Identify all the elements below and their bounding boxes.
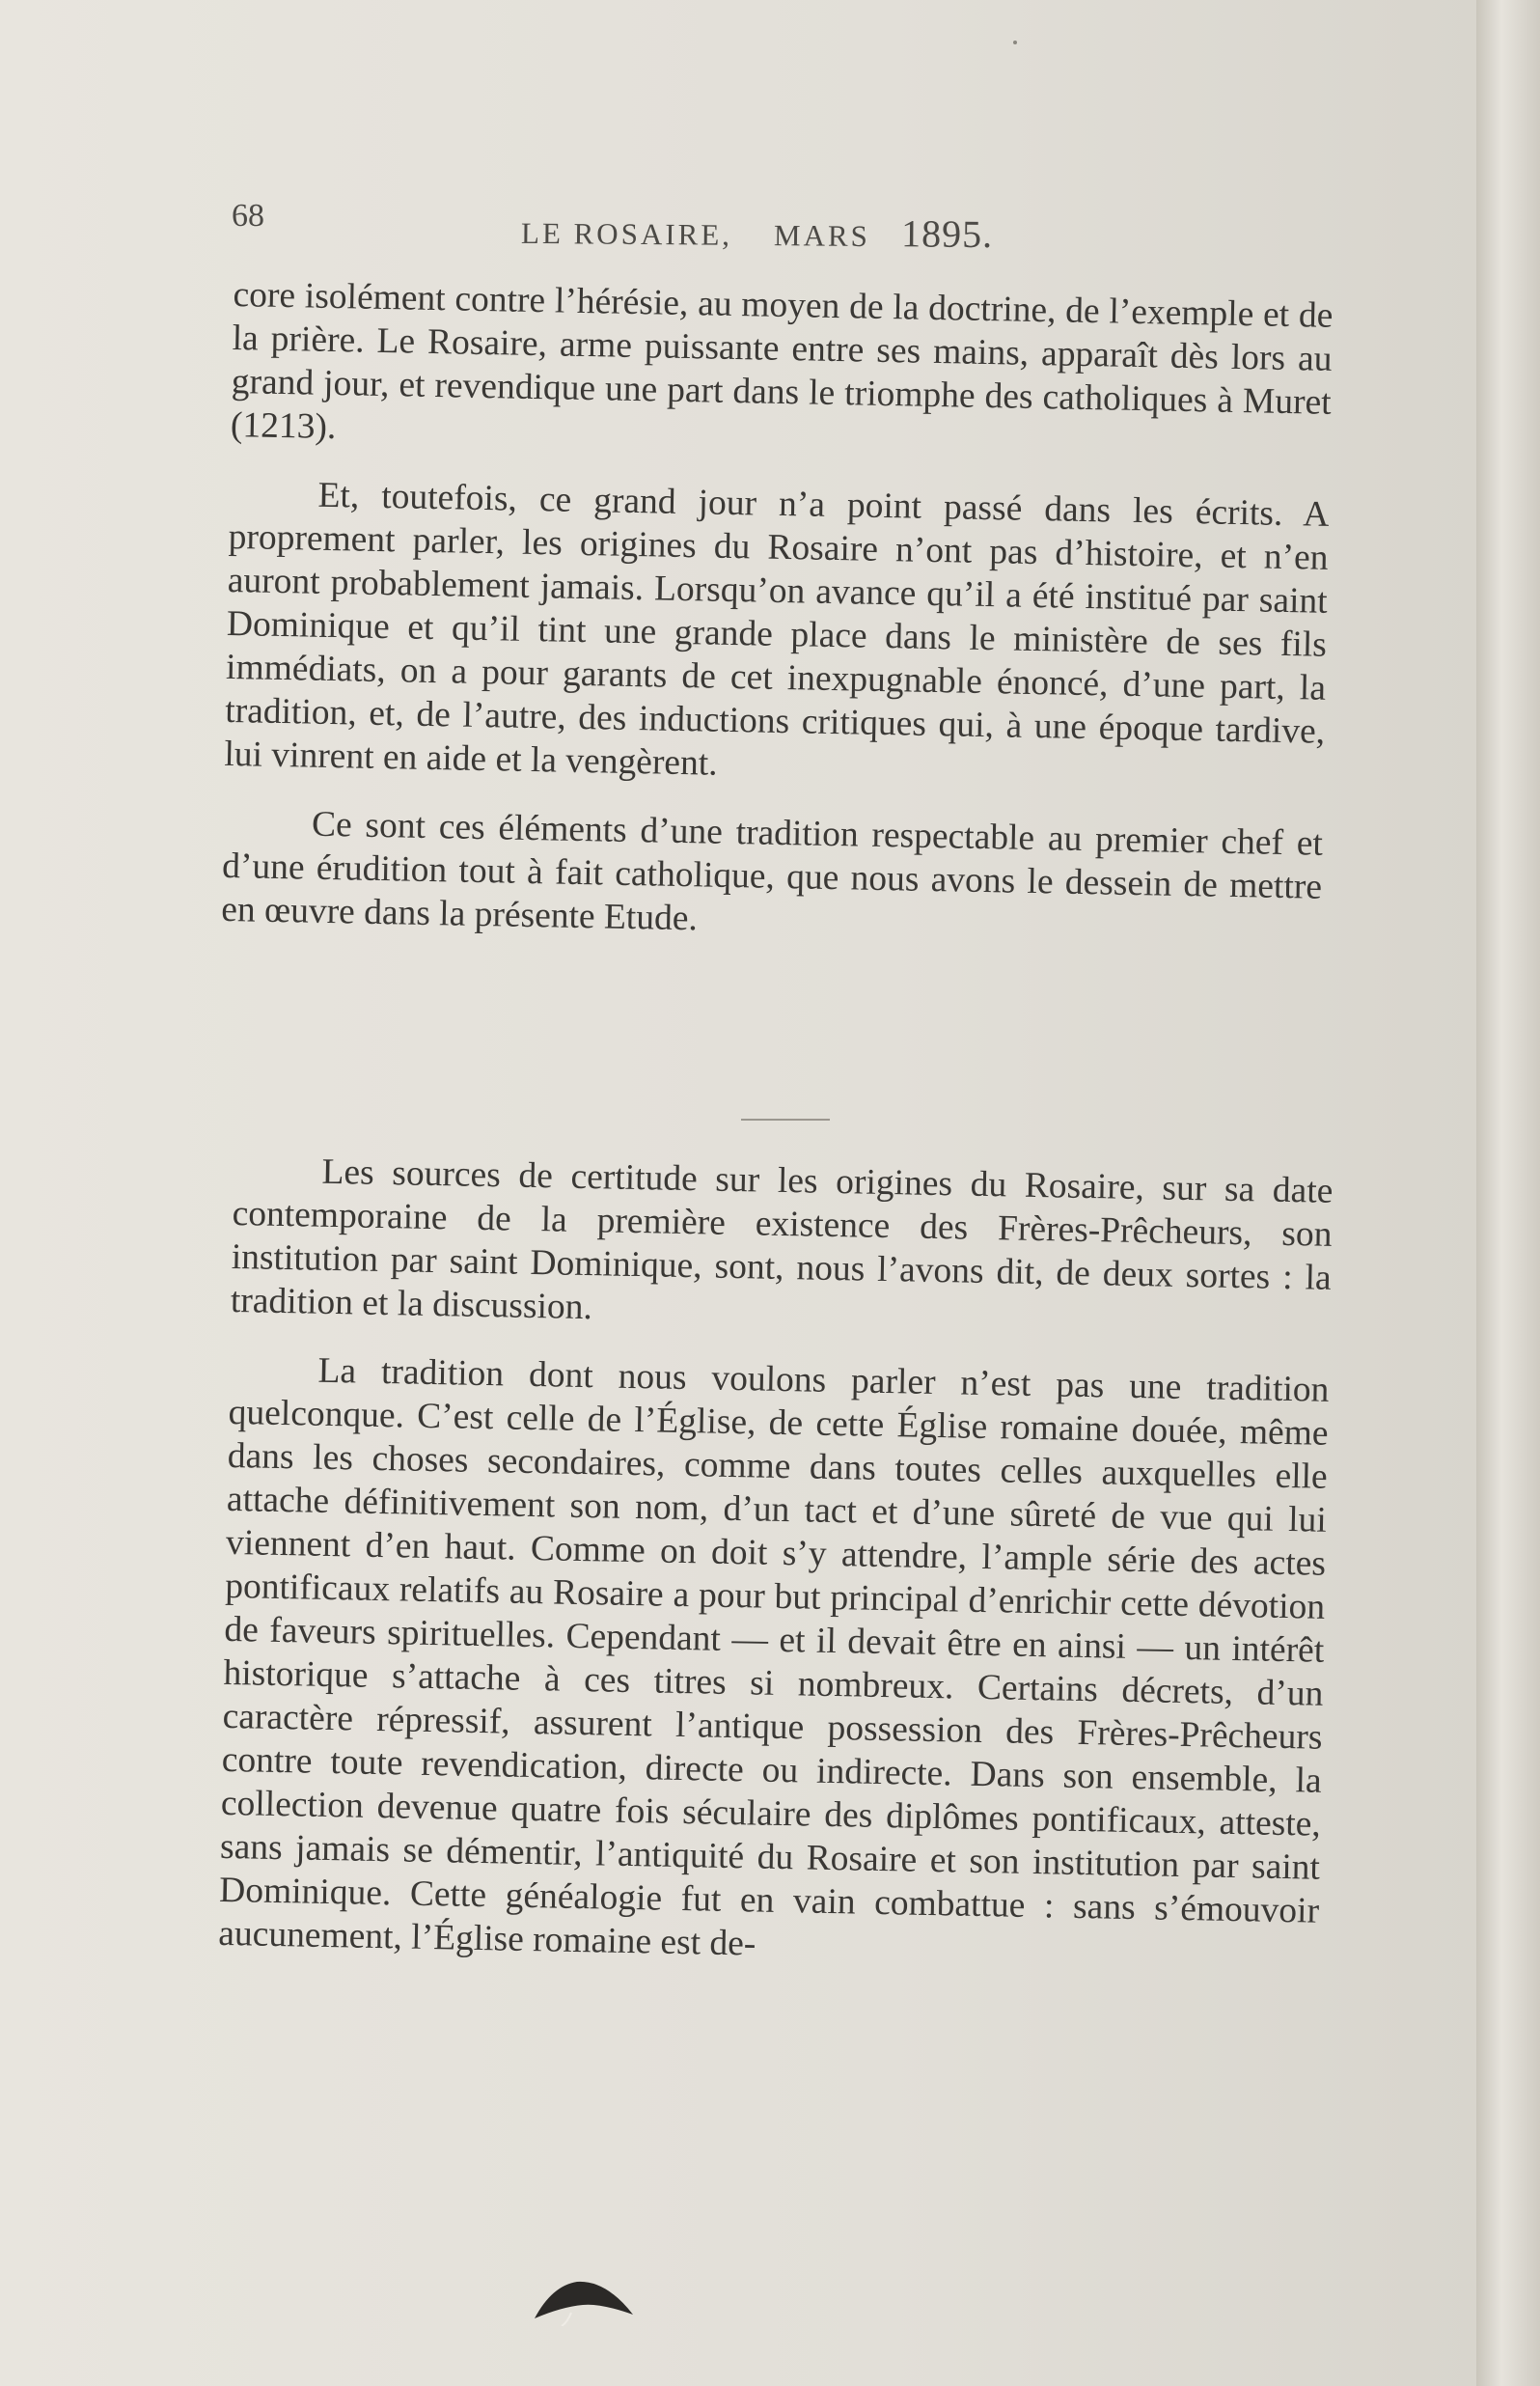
ink-blot-icon xyxy=(533,2268,639,2326)
paragraph: Ce sont ces éléments d’une tradition respectable au premier chef et d’une érudition tout à fait catholique, que nous avons le dessein de mettre en œuvre dans la présente Etude. xyxy=(220,804,1324,939)
section-one xyxy=(220,273,1333,978)
section-divider xyxy=(741,1119,830,1121)
paragraph: Les sources de certitude sur les origines du Rosaire, sur sa date contemporaine de la première existence des Frères-Prêcheurs, son institution par saint Dominique, sont, nous l’avons dit, de deux sortes : la tradition et la discussion. xyxy=(230,1151,1334,1328)
running-title-month: MARS xyxy=(773,218,870,254)
running-title-text: LE ROSAIRE, xyxy=(520,215,733,252)
section-two xyxy=(217,1149,1333,2002)
running-title-year: 1895. xyxy=(900,211,994,257)
paragraph: La tradition dont nous voulons parler n’est pas une tradition quelconque. C’est celle de l’Église, de cette Église romaine douée, même dans les choses secondaires, comme dans toutes celles auxquelles elle attache définitivement son nom, d’un tact et d’une sûreté de vue qui lui viennent d’en haut. Comme on doit s’y attendre, l’ample série des actes pontificaux relatifs au Rosaire a pour but principal d’enrichir cette dévotion de faveurs spirituelles. Cependant — et il devait être en ainsi — un intérêt historique s’attache à ces titres si nombreux. Certains décrets, d’un caractère répressif, assurent l’antique possession des Frères-Prêcheurs contre toute revendication, directe ou indirecte. Dans son ensemble, la collection devenue quatre fois séculaire des diplômes pontificaux, atteste, sans jamais se démentir, l’antiquité du Rosaire et son institution par saint Dominique. Cette généalogie fut en vain combattue : sans s’émouvoir aucunement, l’Église romaine est de- xyxy=(217,1350,1330,1964)
speck xyxy=(1013,41,1017,44)
running-title xyxy=(521,208,994,257)
page-header xyxy=(232,198,1332,265)
page-number: 68 xyxy=(232,198,264,234)
book-gutter xyxy=(1476,0,1540,2386)
paragraph: Et, toutefois, ce grand jour n’a point passé dans les écrits. A proprement parler, les origines du Rosaire n’ont pas d’histoire, et n’en auront probablement jamais. Lorsqu’on avance qu’il a été institué par saint Dominique et qu’il tint une grande place dans le ministère de ses fils immédiats, on a pour garants de cet inexpugnable énoncé, d’une part, la tradition, et, de l’autre, des inductions critiques qui, à une époque tardive, lui vinrent en aide et la vengèrent. xyxy=(224,475,1330,784)
paragraph-continued: core isolément contre l’hérésie, au moyen de la doctrine, de l’exemple et de la prière. Le Rosaire, arme puissante entre ses mains, apparaît dès lors au grand jour, et revendique une part dans le triomphe des catholiques à Muret (1213). xyxy=(230,274,1334,448)
